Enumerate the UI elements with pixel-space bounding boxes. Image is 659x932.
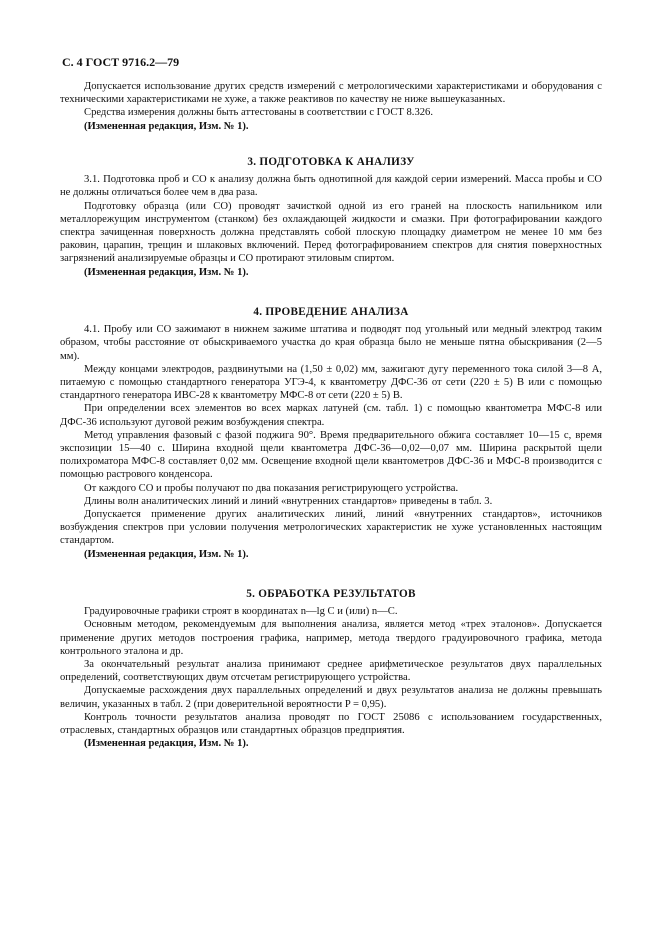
paragraph: Допускается применение других аналитических линий, линий «внутренних стандартов», источников возбуждения спектров при условии получения метрологических характеристик не хуже установленных настоящим стандартом.	[60, 509, 602, 547]
section-title: 3. ПОДГОТОВКА К АНАЛИЗУ	[247, 156, 415, 168]
paragraph: 4.1. Пробу или СО зажимают в нижнем зажиме штатива и подводят под угольный или медный электрод таким образом, чтобы расстояние от обыскриваемого участка до края образца было не меньше пятна обыскривания (2—5 мм).	[60, 324, 602, 362]
intro-paragraph: Допускается использование других средств измерений с метрологическими характеристиками и оборудования с техническими характеристиками не хуже, а также реактивов по качеству не ниже вышеуказанных.	[60, 81, 602, 106]
paragraph: Между концами электродов, раздвинутыми на (1,50 ± 0,02) мм, зажигают дугу переменного тока силой 3—8 А, питаемую с помощью стандартного генератора УГЭ-4, к квантометру ДФС-36 от сети (220 ± 5) В или с помощью стандартного генератора ИВС-28 к квантометру МФС-8 от сети (220 ± 5) В.	[60, 363, 602, 402]
paragraph: Основным методом, рекомендуемым для выполнения анализа, является метод «трех эталонов». Допускается применение других методов построения графика, например, метода твердого градуировочного графика, метода контрольного эталона и др.	[60, 619, 602, 657]
edit-note: (Измененная редакция, Изм. № 1).	[84, 266, 249, 278]
edit-note: (Измененная редакция, Изм. № 1).	[84, 548, 249, 560]
paragraph: 3.1. Подготовка проб и СО к анализу должна быть однотипной для каждой серии измерений. Масса пробы и СО не должны отличаться более чем в два раза.	[60, 174, 602, 199]
edit-note: (Измененная редакция, Изм. № 1).	[84, 738, 249, 750]
intro-block	[60, 80, 602, 133]
paragraph: Допускаемые расхождения двух параллельных определений и двух результатов анализа не должны превышать величин, указанных в табл. 2 (при доверительной вероятности P = 0,95).	[60, 685, 602, 710]
paragraph: Градуировочные графики строят в координатах n—lg C и (или) n—C.	[84, 606, 398, 618]
paragraph: Длины волн аналитических линий и линий «внутренних стандартов» приведены в табл. 3.	[84, 495, 493, 507]
paragraph: От каждого СО и пробы получают по два показания регистрирующего устройства.	[84, 482, 459, 494]
paragraph: При определении всех элементов во всех марках латуней (см. табл. 1) с помощью квантометра МФС-8 или ДФС-36 используют дуговой режим возбуждения спектра.	[60, 403, 602, 428]
intro-paragraph: Средства измерения должны быть аттестованы в соответствии с ГОСТ 8.326.	[84, 107, 433, 119]
section-3	[60, 156, 602, 279]
paragraph: Контроль точности результатов анализа проводят по ГОСТ 25086 с использованием государственных, отраслевых, стандартных образцов или стандартных образцов предприятия.	[60, 711, 602, 737]
edit-note: (Измененная редакция, Изм. № 1).	[84, 120, 249, 132]
paragraph: Подготовку образца (или СО) проводят зачисткой одной из его граней на плоскость напильником или металлорежущим инструментом (станком) без охлаждающей жидкости и смазки. При фотографировании каждого спектра зачищенная поверхность должна представлять собой плоскую площадку диаметром не менее 10 мм без раковин, царапин, трещин и шлаковых включений. Перед фотографированием спектров для снятия поверхностных загрязнений анализируемые образцы и СО протирают этиловым спиртом.	[60, 200, 602, 265]
section-4	[60, 306, 602, 561]
paragraph: Метод управления фазовый с фазой поджига 90°. Время предварительного обжига составляет 10—15 с, время экспозиции 15—40 с. Ширина входной щели квантометра ДФС-36—0,02—0,07 мм. Ширина раскрытой щели полихроматора МФС-8 составляет 0,02 мм. Освещение входной щели квантометров ДФС-36 и МФС-8 производится с помощью растрового конденсора.	[60, 429, 602, 481]
section-5	[60, 588, 602, 750]
page-header: С. 4 ГОСТ 9716.2—79	[62, 55, 180, 69]
section-title: 5. ОБРАБОТКА РЕЗУЛЬТАТОВ	[246, 588, 416, 600]
section-title: 4. ПРОВЕДЕНИЕ АНАЛИЗА	[253, 306, 409, 318]
paragraph: За окончательный результат анализа принимают среднее арифметическое результатов двух параллельных определений, соответствующих двум отсчетам регистрирующего устройства.	[60, 659, 602, 684]
